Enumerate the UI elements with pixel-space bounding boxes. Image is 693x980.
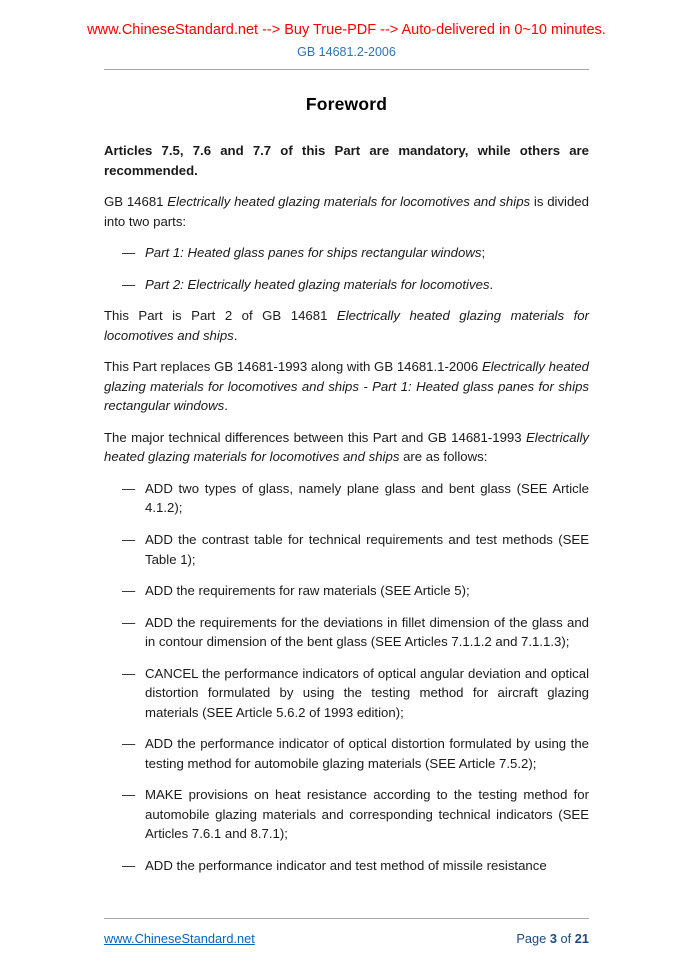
list-item (122, 530, 589, 569)
text-run: ADD the requirements for raw materials (SEE Article 5); (145, 583, 470, 599)
text-run: CANCEL the performance indicators of optical angular deviation and optical distortion formulated by using the testing method for aircraft glazing materials (SEE Article 5.6.2 of 1993 edition); (145, 665, 589, 720)
page-indicator (516, 931, 589, 946)
list-dash-icon: — (122, 787, 136, 803)
text-run: MAKE provisions on heat resistance according to the testing method for automobile glazing materials and corresponding technical indicators (SEE Articles 7.6.1 and 8.7.1); (145, 787, 589, 842)
list-dash-icon: — (122, 480, 136, 496)
text-run: This Part is Part 2 of GB 14681 (104, 308, 337, 324)
text-run: Articles 7.5, 7.6 and 7.7 of this Part are mandatory, while others are recommended. (104, 143, 589, 178)
page-total: 21 (574, 931, 589, 946)
list-dash-icon: — (122, 736, 136, 752)
text-run: Electrically heated glazing materials for locomotives and ships - Part 1: Heated glass panes for ships rectangular windows (104, 359, 589, 414)
document-body (0, 115, 693, 875)
paragraph (104, 192, 589, 231)
list-dash-icon: — (122, 276, 136, 292)
list-item (122, 734, 589, 773)
paragraph (104, 306, 589, 345)
text-run: This Part replaces GB 14681-1993 along with GB 14681.1-2006 (104, 359, 482, 375)
text-run: GB 14681 (104, 194, 168, 210)
list-item (122, 275, 589, 295)
text-run: ADD the performance indicator and test method of missile resistance (145, 857, 547, 873)
list-item (122, 785, 589, 844)
text-run: . (224, 398, 228, 414)
text-run: is divided into two parts: (104, 194, 589, 229)
text-run: The major technical differences between this Part and GB 14681-1993 (104, 429, 526, 445)
text-run: ADD the performance indicator of optical distortion formulated by using the testing method for automobile glazing materials (SEE Article 7.5.2); (145, 736, 589, 771)
text-run: Electrically heated glazing materials for locomotives and ships (104, 308, 589, 343)
text-run: Part 1: Heated glass panes for ships rectangular windows (145, 245, 482, 261)
paragraph (104, 428, 589, 467)
footer-site-link[interactable]: www.ChineseStandard.net (104, 931, 255, 946)
list-dash-icon: — (122, 665, 136, 681)
text-run: Electrically heated glazing materials for locomotives and ships (104, 429, 589, 465)
list-item (122, 856, 589, 876)
list-item (122, 243, 589, 263)
promo-banner-link[interactable]: www.ChineseStandard.net --> Buy True-PDF --> Auto-delivered in 0~10 minutes. (87, 22, 606, 38)
text-run: ADD the requirements for the deviations in fillet dimension of the glass and in contour dimension of the bent glass (SEE Articles 7.1.1.2 and 7.1.1.3); (145, 614, 589, 650)
text-run: Electrically heated glazing materials for locomotives and ships (167, 194, 531, 210)
list-dash-icon: — (122, 614, 136, 630)
text-run: ADD the contrast table for technical requirements and test methods (SEE Table 1); (145, 531, 589, 567)
list-item (122, 479, 589, 518)
text-run: are as follows: (399, 449, 488, 465)
list-dash-icon: — (122, 531, 136, 547)
text-run: ; (481, 245, 486, 261)
list-dash-icon: — (122, 583, 136, 599)
page-of-label: of (560, 931, 572, 946)
paragraph (104, 141, 589, 180)
header-divider (104, 69, 589, 70)
list-item (122, 581, 589, 601)
page-number: 3 (549, 931, 557, 946)
list-item (122, 613, 589, 652)
text-run: ADD two types of glass, namely plane glass and bent glass (SEE Article 4.1.2); (145, 480, 589, 516)
paragraph (104, 357, 589, 416)
standard-number: GB 14681.2-2006 (297, 45, 396, 59)
text-run: Part 2: Electrically heated glazing materials for locomotives (145, 276, 490, 292)
footer-divider (104, 918, 589, 919)
page-footer (104, 918, 589, 946)
page-label: Page (516, 931, 547, 946)
page-title: Foreword (305, 94, 388, 114)
list-item (122, 664, 589, 723)
list-dash-icon: — (122, 245, 136, 261)
list-dash-icon: — (122, 857, 136, 873)
text-run: . (489, 276, 494, 292)
text-run: . (233, 327, 238, 343)
